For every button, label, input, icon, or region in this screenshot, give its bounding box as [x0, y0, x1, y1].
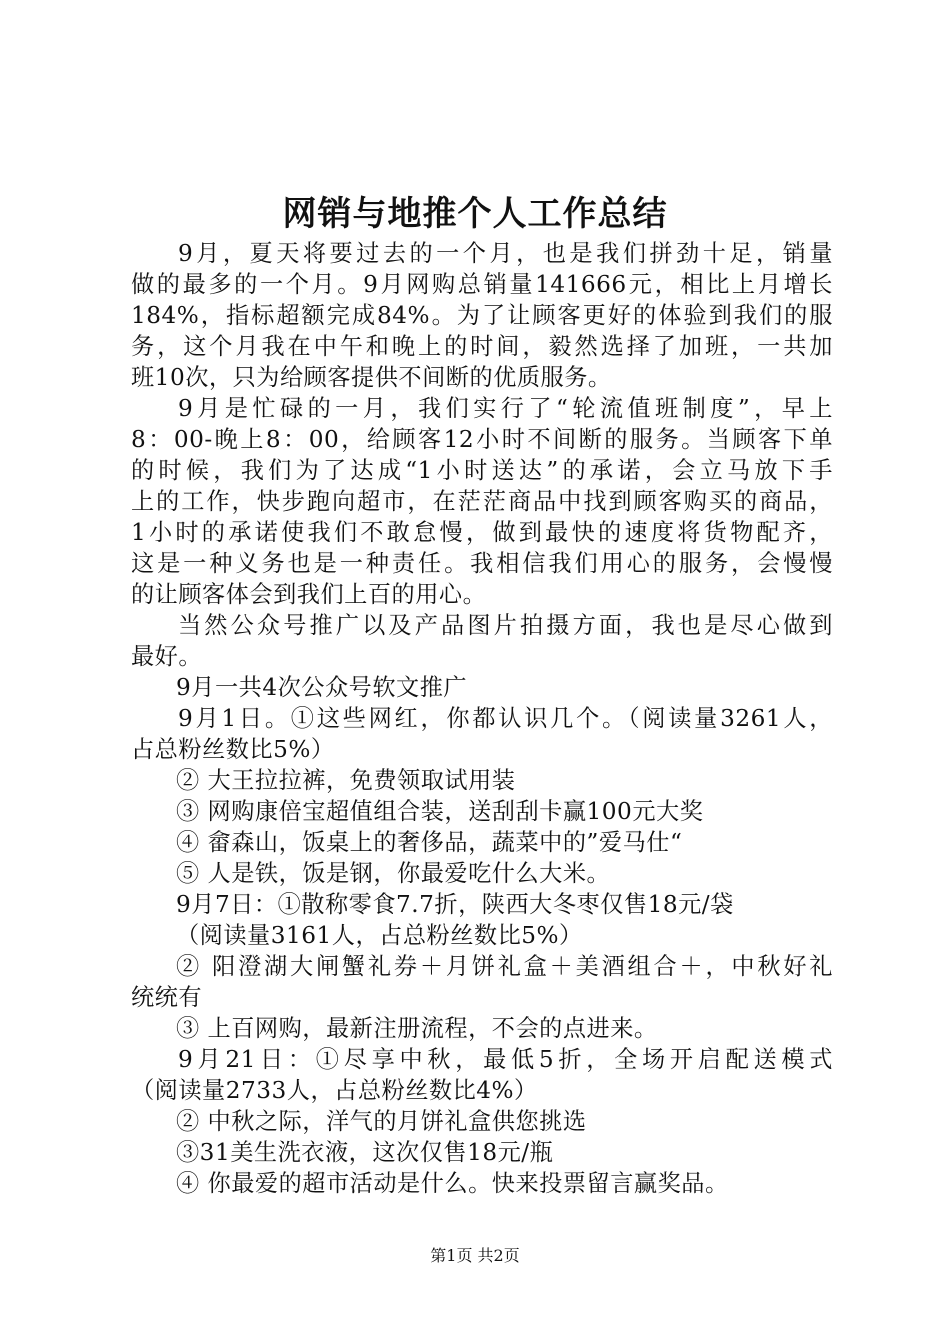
- paragraph-line: 务，这个月我在中午和晚上的时间，毅然选择了加班，一共加: [131, 333, 833, 360]
- list-item: ⑤ 人是铁，饭是钢，你最爱吃什么大米。: [176, 860, 611, 887]
- paragraph-line: 9月一共4次公众号软文推广: [176, 674, 468, 701]
- paragraph-line: 184%，指标超额完成84%。为了让顾客更好的体验到我们的服: [131, 302, 833, 329]
- paragraph-line: （阅读量2733人，占总粉丝数比4%）: [131, 1077, 538, 1104]
- list-item: ③31美生洗衣液，这次仅售18元/瓶: [176, 1139, 554, 1166]
- paragraph-line: 的让顾客体会到我们上百的用心。: [131, 581, 487, 608]
- paragraph-line: 9月1日。①这些网红，你都认识几个。（阅读量3261人，: [178, 705, 833, 732]
- list-item: ② 大王拉拉裤，免费领取试用装: [176, 767, 516, 794]
- list-item: ③ 上百网购，最新注册流程，不会的点进来。: [176, 1015, 658, 1042]
- paragraph-line: 8：00-晚上8：00，给顾客12小时不间断的服务。当顾客下单: [131, 426, 833, 453]
- paragraph-line: 做的最多的一个月。9月网购总销量141666元，相比上月增长: [131, 271, 833, 298]
- paragraph-line: 这是一种义务也是一种责任。我相信我们用心的服务，会慢慢: [131, 550, 833, 577]
- paragraph-line: 9月7日：①散称零食7.7折，陕西大冬枣仅售18元/袋: [176, 891, 734, 918]
- list-item: ③ 网购康倍宝超值组合装，送刮刮卡赢100元大奖: [176, 798, 704, 825]
- paragraph-line: 9月是忙碌的一月，我们实行了“轮流值班制度”，早上: [178, 395, 833, 422]
- list-item: 统统有: [131, 984, 203, 1011]
- paragraph-line: 当然公众号推广以及产品图片拍摄方面，我也是尽心做到: [178, 612, 833, 639]
- paragraph-line: 9月，夏天将要过去的一个月，也是我们拼劲十足，销量: [178, 240, 833, 267]
- paragraph-line: （阅读量3161人，占总粉丝数比5%）: [176, 922, 583, 949]
- paragraph-line: 上的工作，快步跑向超市，在茫茫商品中找到顾客购买的商品，: [131, 488, 833, 515]
- paragraph-line: 最好。: [131, 643, 203, 670]
- paragraph-line: 占总粉丝数比5%）: [131, 736, 335, 763]
- paragraph-line: 班10次，只为给顾客提供不间断的优质服务。: [131, 364, 612, 391]
- list-item: ④ 畲森山，饭桌上的奢侈品，蔬菜中的”爱马仕“: [176, 829, 683, 856]
- list-item: ② 阳澄湖大闸蟹礼券＋月饼礼盒＋美酒组合＋，中秋好礼: [176, 953, 833, 980]
- page-number: 第1页 共2页: [430, 1246, 520, 1265]
- paragraph-line: 9月21日：①尽享中秋，最低5折，全场开启配送模式: [178, 1046, 833, 1073]
- document-body: [131, 238, 833, 1199]
- paragraph-line: 1小时的承诺使我们不敢怠慢，做到最快的速度将货物配齐，: [131, 519, 833, 546]
- list-item: ④ 你最爱的超市活动是什么。快来投票留言赢奖品。: [176, 1170, 729, 1197]
- paragraph-line: 的时候，我们为了达成“1小时送达”的承诺，会立马放下手: [131, 457, 833, 484]
- document-title: 网销与地推个人工作总结: [282, 194, 668, 234]
- list-item: ② 中秋之际，洋气的月饼礼盒供您挑选: [176, 1108, 587, 1135]
